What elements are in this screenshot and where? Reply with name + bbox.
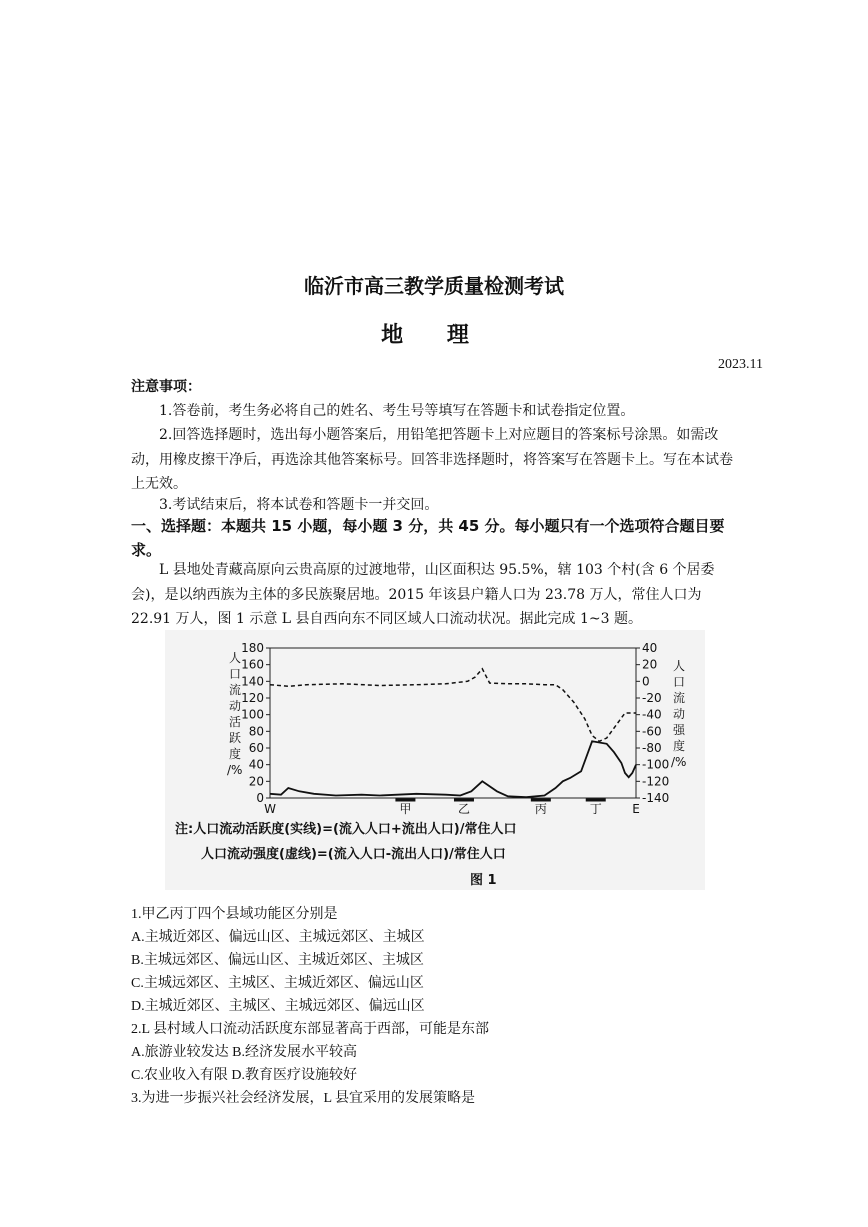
- q1-option-d: D.主城近郊区、主城区、主城远郊区、偏远山区: [131, 999, 425, 1014]
- q1-stem: 1.甲乙丙丁四个县域功能区分别是: [131, 907, 338, 922]
- q3-stem: 3.为进一步振兴社会经济发展，L 县宜采用的发展策略是: [131, 1091, 476, 1106]
- x-tick-label: 乙: [457, 802, 470, 816]
- left-tick-label: 160: [241, 657, 264, 672]
- exam-title: 临沂市高三教学质量检测考试: [304, 274, 564, 298]
- left-tick-label: 180: [241, 641, 264, 655]
- subject-title: 地 理: [381, 323, 487, 348]
- left-tick-label: 100: [241, 707, 264, 722]
- q2-options-cd: C.农业收入有限 D.教育医疗设施较好: [131, 1068, 357, 1083]
- right-tick-label: -40: [642, 707, 662, 722]
- notice-item-1: 1.答卷前，考生务必将自己的姓名、考生号等填写在答题卡和试卷指定位置。: [159, 403, 635, 419]
- population-flow-chart: [165, 630, 705, 890]
- left-tick-label: 0: [256, 791, 264, 805]
- q2-options-ab: A.旅游业较发达 B.经济发展水平较高: [131, 1045, 357, 1060]
- notice-item-2: 2.回答选择题时，选出每小题答案后，用铅笔把答题卡上对应题目的答案标号涂黑。如需改动，用橡皮擦干净后，再选涂其他答案标号。回答非选择题时，将答案写在答题卡上。写在本试卷上无效。: [131, 427, 733, 492]
- x-tick-label: E: [632, 802, 640, 816]
- chart-note-1: 注:人口流动活跃度(实线)=(流入人口+流出人口)/常住人口: [175, 822, 517, 837]
- left-axis-label-vertical: 人口流动活跃度/%: [227, 651, 243, 777]
- figure-1: [165, 630, 705, 890]
- chart-note-2: 人口流动强度(虚线)=(流入人口-流出人口)/常住人口: [201, 847, 506, 862]
- q1-option-c: C.主城远郊区、主城区、主城近郊区、偏远山区: [131, 976, 424, 991]
- chart-caption: 图 1: [470, 873, 497, 888]
- left-tick-label: 40: [248, 757, 264, 772]
- left-tick-label: 80: [248, 724, 264, 739]
- exam-date: 2023.11: [718, 357, 763, 372]
- right-tick-label: -100: [642, 757, 670, 772]
- left-tick-label: 120: [241, 691, 264, 705]
- notice-item-3: 3.考试结束后，将本试卷和答题卡一并交回。: [159, 497, 439, 513]
- left-tick-label: 60: [248, 741, 264, 755]
- left-tick-label: 20: [248, 774, 264, 789]
- right-tick-label: -140: [642, 791, 670, 805]
- right-tick-label: 0: [642, 674, 650, 689]
- right-tick-label: 20: [642, 657, 658, 672]
- x-tick-label: 甲: [399, 802, 412, 816]
- activity-series-line: [270, 741, 636, 797]
- q1-option-a: A.主城近郊区、偏远山区、主城远郊区、主城区: [131, 930, 425, 945]
- right-tick-label: -80: [642, 741, 662, 755]
- q1-option-b: B.主城远郊区、偏远山区、主城近郊区、主城区: [131, 953, 424, 968]
- plot-frame: [270, 648, 636, 798]
- x-tick-label: 丁: [589, 802, 602, 816]
- notice-heading: 注意事项：: [131, 379, 201, 395]
- x-tick-label: W: [264, 802, 276, 816]
- intensity-series-line: [270, 669, 636, 742]
- q2-stem: 2.L 县村域人口流动活跃度东部显著高于西部，可能是东部: [131, 1022, 490, 1037]
- right-axis-label-vertical: 人口流动强度/%: [671, 659, 687, 769]
- section-intro: L 县地处青藏高原向云贵高原的过渡地带，山区面积达 95.5%，辖 103 个村(含 6 个居委会)，是以纳西族为主体的多民族聚居地。2015 年该县户籍人口为 23.78 万人，常住人口为 22.91 万人，图 1 示意 L 县自西向东不同区域人口流动状况。据此完成 1~3 题。: [131, 562, 715, 627]
- right-tick-label: -20: [642, 691, 662, 705]
- left-tick-label: 140: [241, 674, 264, 689]
- right-tick-label: 40: [642, 641, 658, 655]
- right-tick-label: -120: [642, 774, 670, 789]
- right-tick-label: -60: [642, 724, 662, 739]
- x-tick-label: 丙: [534, 802, 547, 816]
- section-heading: 一、选择题：本题共 15 小题，每小题 3 分，共 45 分。每小题只有一个选项符合题目要求。: [131, 517, 725, 559]
